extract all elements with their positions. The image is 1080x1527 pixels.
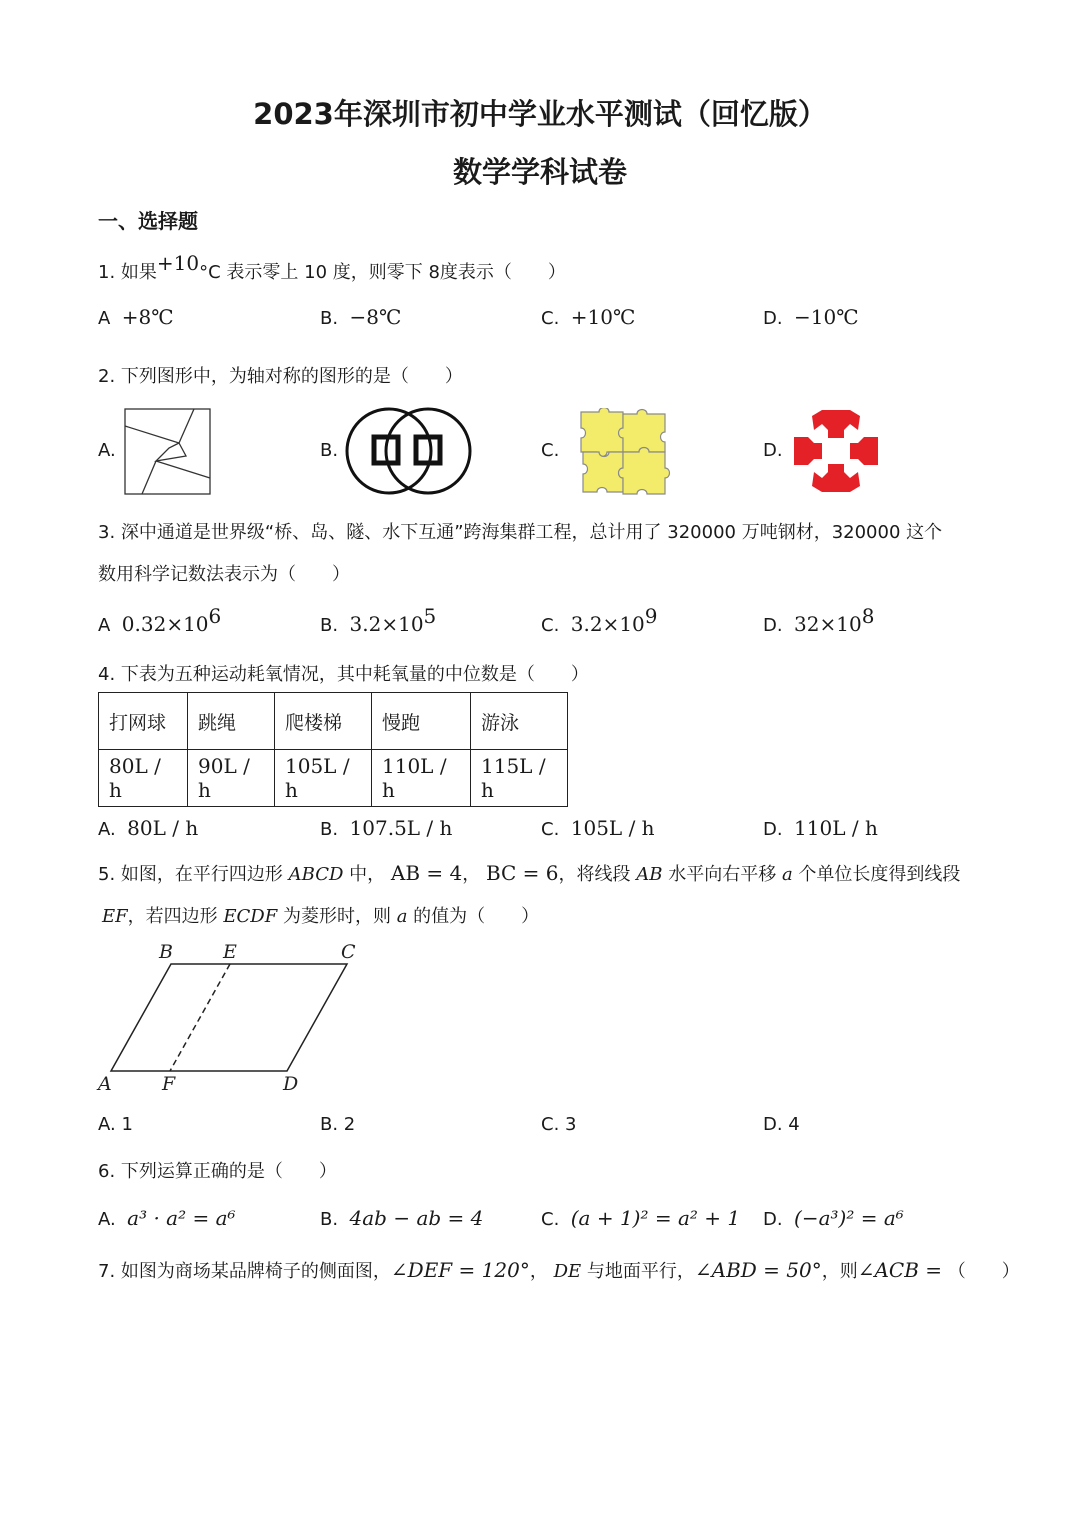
table-cell: 110L / h	[372, 750, 471, 807]
question-3-line2: 数用科学记数法表示为（ ）	[98, 564, 350, 585]
q4-option-c: C. 105L / h	[541, 816, 655, 840]
q2-option-b-label: B.	[320, 440, 339, 461]
table-header-cell: 跳绳	[188, 693, 275, 750]
page-title: 2023年深圳市初中学业水平测试（回忆版）	[253, 97, 827, 131]
label-f: F	[162, 1073, 176, 1095]
oxygen-table	[98, 692, 568, 807]
q1-option-b: B. −8℃	[320, 305, 402, 329]
table-header-cell: 游泳	[471, 693, 568, 750]
parallelogram-abcd	[111, 964, 347, 1071]
table-header-cell: 慢跑	[372, 693, 471, 750]
question-5-line1: 5. 如图，在平行四边形 ABCD 中， AB = 4， BC = 6，将线段 AB 水平向右平移 a 个单位长度得到线段	[98, 861, 961, 885]
red-cross-figure	[792, 408, 880, 494]
q2-option-a-label: A.	[98, 440, 116, 461]
q6-option-c: C. (a + 1)² = a² + 1	[541, 1206, 741, 1230]
table-cell: 80L / h	[99, 750, 188, 807]
q5-option-a: A. 1	[98, 1114, 133, 1135]
pinwheel-square-figure	[124, 408, 212, 496]
q1-pre: 1. 如果	[98, 262, 157, 283]
question-7-stem: 7. 如图为商场某品牌椅子的侧面图，∠DEF = 120°， DE 与地面平行，∠ABD = 50°，则∠ACB = （ ）	[98, 1258, 1020, 1282]
question-5-line2: EF，若四边形 ECDF 为菱形时，则 a 的值为（ ）	[102, 906, 540, 927]
table-header-cell: 爬楼梯	[275, 693, 372, 750]
q4-option-a: A. 80L / h	[98, 816, 199, 840]
dashed-segment-ef	[170, 964, 230, 1071]
page-subtitle: 数学学科试卷	[452, 155, 627, 189]
table-header-cell: 打网球	[99, 693, 188, 750]
label-a: A	[98, 1073, 112, 1095]
label-d: D	[283, 1073, 299, 1095]
table-cell: 105L / h	[275, 750, 372, 807]
question-2-stem: 2. 下列图形中，为轴对称的图形的是（ ）	[98, 366, 463, 387]
q6-option-d: D. (−a³)² = a⁶	[763, 1206, 904, 1230]
q3-option-d: D. $32\times 10^8$	[763, 604, 875, 636]
q6-option-b: B. 4ab − ab = 4	[320, 1206, 484, 1230]
q2-option-d-label: D.	[763, 440, 783, 461]
q6-option-a: A. a³ · a² = a⁶	[98, 1206, 236, 1230]
q1-option-a: A +8℃	[98, 305, 174, 329]
puzzle-pieces-figure	[577, 408, 671, 498]
table-cell: 90L / h	[188, 750, 275, 807]
double-coin-figure	[344, 406, 474, 496]
question-3-line1: 3. 深中通道是世界级“桥、岛、隧、水下互通”跨海集群工程，总计用了 320000 万吨钢材，320000 这个	[98, 522, 943, 543]
label-e: E	[223, 941, 237, 963]
q1-post: °C 表示零上 10 度，则零下 8度表示（ ）	[199, 262, 566, 283]
q5-option-b: B. 2	[320, 1114, 356, 1135]
table-cell: 115L / h	[471, 750, 568, 807]
label-c: C	[341, 941, 356, 963]
q3-option-a: A $0.32\times 10^6$	[98, 604, 222, 636]
q3-option-b: B. $3.2\times 10^5$	[320, 604, 437, 636]
q5-option-d: D. 4	[763, 1114, 800, 1135]
q1-option-d: D. −10℃	[763, 305, 859, 329]
question-1-stem	[98, 251, 566, 284]
question-6-stem: 6. 下列运算正确的是（ ）	[98, 1161, 337, 1182]
q4-option-b: B. 107.5L / h	[320, 816, 453, 840]
parallelogram-figure	[94, 940, 374, 1100]
q5-option-c: C. 3	[541, 1114, 577, 1135]
q4-option-d: D. 110L / h	[763, 816, 878, 840]
q2-option-c-label: C.	[541, 440, 560, 461]
q3-option-c: C. $3.2\times 10^9$	[541, 604, 658, 636]
label-b: B	[159, 941, 173, 963]
q1-option-c: C. +10℃	[541, 305, 636, 329]
question-4-stem: 4. 下表为五种运动耗氧情况，其中耗氧量的中位数是（ ）	[98, 664, 589, 685]
section-heading: 一、选择题	[98, 209, 198, 233]
q1-num: +10	[156, 251, 200, 275]
